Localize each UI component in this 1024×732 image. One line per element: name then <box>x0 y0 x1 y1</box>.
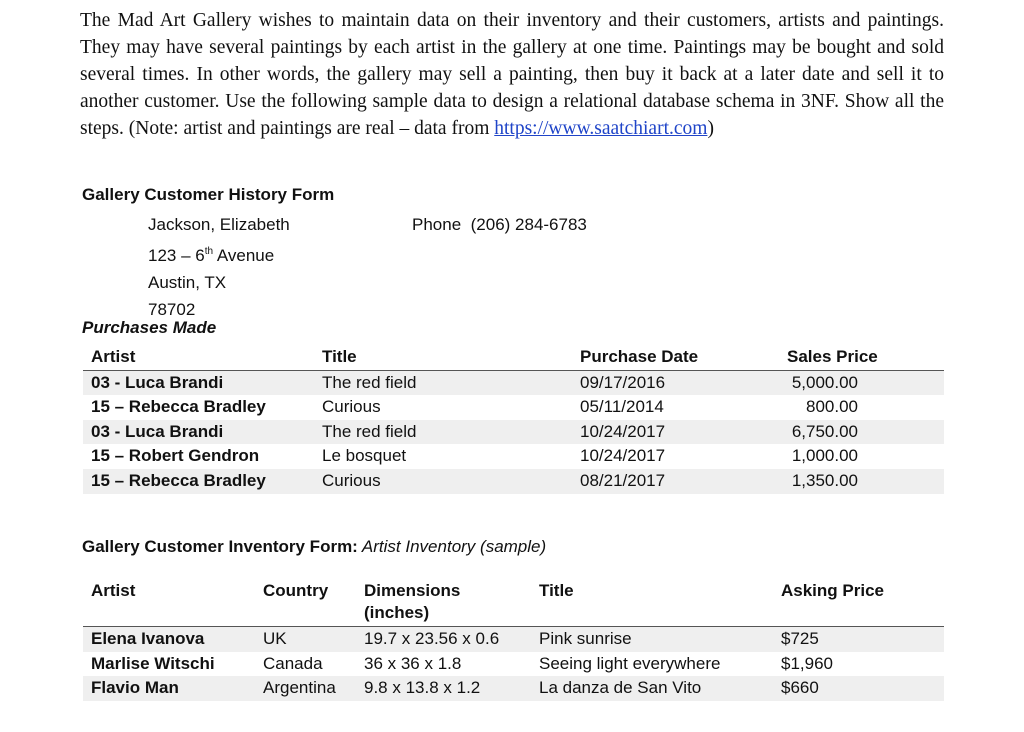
row-artist: 03 - Luca Brandi <box>91 421 224 441</box>
row-price: 5,000.00 <box>791 372 858 392</box>
row-title: Le bosquet <box>322 446 407 466</box>
col-title: Title <box>322 347 357 366</box>
row-title: The red field <box>322 372 417 392</box>
street-name: Avenue <box>213 246 275 265</box>
phone-label: Phone <box>412 215 462 234</box>
table-row <box>83 371 944 396</box>
row-price: $1,960 <box>781 653 833 673</box>
row-artist: 15 – Robert Gendron <box>91 446 260 466</box>
history-form-title: Gallery Customer History Form <box>82 185 335 204</box>
inventory-form-heading <box>82 537 546 557</box>
col-sales-price: Sales Price <box>787 347 878 366</box>
inventory-form-subtitle: Artist Inventory (sample) <box>357 537 547 556</box>
row-price: 800.00 <box>806 397 858 417</box>
customer-address-block <box>148 211 290 323</box>
row-price: 1,350.00 <box>791 470 858 490</box>
purchases-table <box>83 345 944 494</box>
row-artist: Elena Ivanova <box>91 629 205 648</box>
row-title: Curious <box>322 397 381 417</box>
table-row <box>83 627 944 652</box>
table-row <box>83 395 944 420</box>
row-country: Canada <box>263 653 323 673</box>
col-dimensions <box>364 580 460 624</box>
row-artist: 15 – Rebecca Bradley <box>91 397 266 417</box>
inventory-table <box>83 578 944 701</box>
street-ordinal: th <box>204 246 214 257</box>
row-price: 1,000.00 <box>791 446 858 466</box>
col-purchase-date: Purchase Date <box>580 347 699 366</box>
row-artist: Marlise Witschi <box>91 653 215 673</box>
table-row <box>83 676 944 701</box>
col-title: Title <box>539 581 574 600</box>
col-dimensions-line1: Dimensions <box>364 581 461 600</box>
table-row <box>83 469 944 494</box>
row-price: $660 <box>781 678 819 698</box>
row-country: Argentina <box>263 678 336 698</box>
saatchiart-link[interactable]: https://www.saatchiart.com <box>494 118 708 139</box>
customer-phone <box>412 211 587 238</box>
row-date: 08/21/2017 <box>580 470 666 490</box>
col-asking-price: Asking Price <box>781 581 884 600</box>
inventory-table-header <box>83 578 944 627</box>
intro-paragraph <box>80 7 944 142</box>
col-dimensions-line2: (inches) <box>364 603 430 622</box>
row-date: 05/11/2014 <box>580 397 664 417</box>
row-price: 6,750.00 <box>791 421 858 441</box>
phone-number: (206) 284-6783 <box>470 215 587 234</box>
customer-city: Austin, TX <box>148 273 227 292</box>
table-row <box>83 444 944 469</box>
customer-street <box>148 238 290 269</box>
intro-text: The Mad Art Gallery wishes to maintain data on their inventory and their customers, artists and paintings. They may have several paintings by each artist in the gallery at one time. Paintings may be bought and sold several times. In other words, the gallery may sell a painting, then buy it back at a later date and sell it to another customer. Use the following sample data to design a relational database schema in 3NF. Show all the steps. (Note: artist and paintings are real – data from <box>80 10 944 139</box>
row-dimensions: 19.7 x 23.56 x 0.6 <box>364 629 500 648</box>
street-number: 123 – 6 <box>148 246 205 265</box>
col-artist: Artist <box>91 581 136 600</box>
purchases-table-header <box>83 345 944 371</box>
row-title: Seeing light everywhere <box>539 653 721 673</box>
table-row <box>83 652 944 677</box>
row-date: 10/24/2017 <box>580 446 666 466</box>
row-dimensions: 36 x 36 x 1.8 <box>364 653 462 673</box>
row-artist: 15 – Rebecca Bradley <box>91 470 266 490</box>
col-country: Country <box>263 581 329 600</box>
customer-zip: 78702 <box>148 300 196 319</box>
purchases-made-heading: Purchases Made <box>82 318 217 337</box>
row-title: Pink sunrise <box>539 629 632 648</box>
col-artist: Artist <box>91 347 136 366</box>
row-artist: 03 - Luca Brandi <box>91 372 224 392</box>
table-row <box>83 420 944 445</box>
row-title: The red field <box>322 421 417 441</box>
customer-name: Jackson, Elizabeth <box>148 215 290 234</box>
inventory-form-title: Gallery Customer Inventory Form: <box>82 537 358 556</box>
row-date: 10/24/2017 <box>580 421 666 441</box>
intro-closing: ) <box>707 118 714 139</box>
row-price: $725 <box>781 629 819 648</box>
row-artist: Flavio Man <box>91 678 179 698</box>
row-date: 09/17/2016 <box>580 372 666 392</box>
row-dimensions: 9.8 x 13.8 x 1.2 <box>364 678 481 698</box>
row-title: Curious <box>322 470 381 490</box>
row-title: La danza de San Vito <box>539 678 702 698</box>
row-country: UK <box>263 629 287 648</box>
